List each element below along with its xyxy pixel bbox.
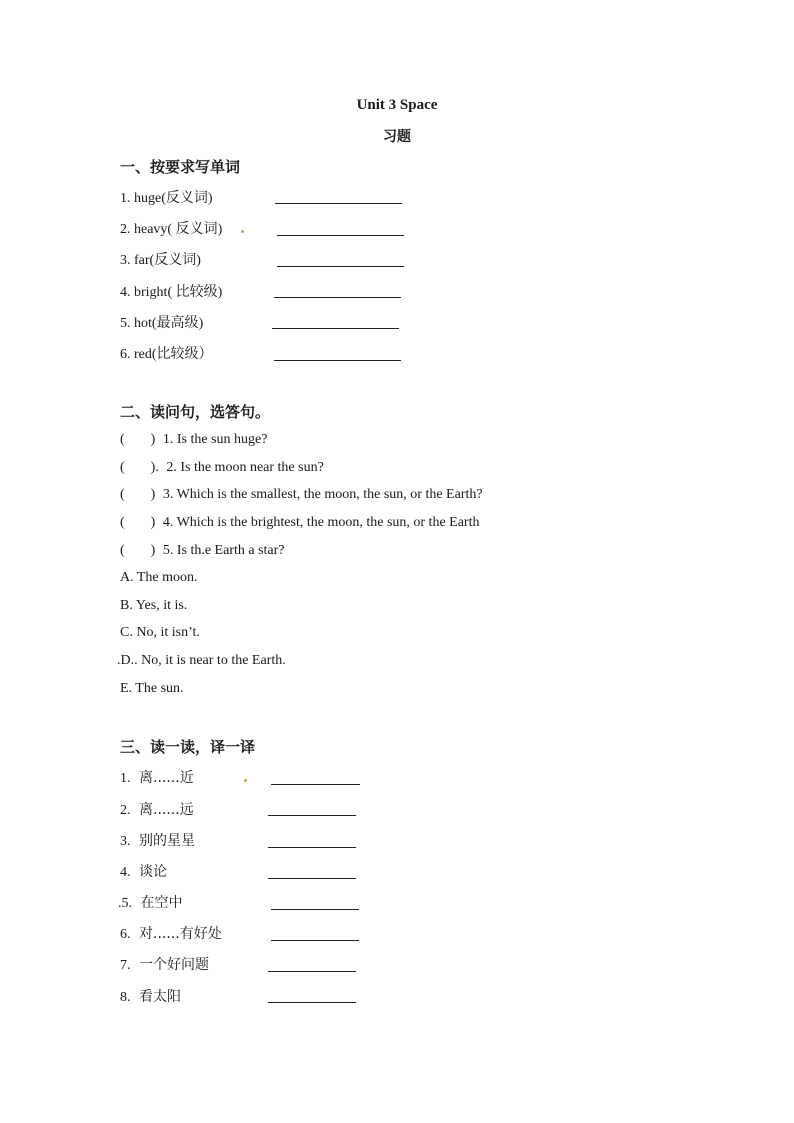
document-subtitle: 习题 — [383, 129, 411, 145]
item-number: 1. — [120, 771, 131, 786]
item-word: red( — [134, 347, 157, 362]
item-text: 看太阳 — [139, 989, 181, 1005]
translate-item-8 — [120, 986, 181, 1006]
item-number: 3. — [120, 834, 131, 849]
item-number: 2. — [120, 803, 131, 818]
item-close: ) — [207, 191, 213, 206]
translate-item-3 — [120, 830, 195, 850]
item-text: 别的星星 — [139, 833, 195, 849]
question-text: 4. Which is the brightest, the moon, the sun, or the Earth — [162, 515, 480, 530]
answer-option-e: E. The sun. — [120, 681, 184, 696]
stray-dot — [244, 779, 247, 782]
answer-paren-close: ) — [150, 515, 156, 530]
section1-item-6 — [120, 343, 213, 363]
item-hint: 最高级 — [156, 315, 199, 331]
question-text: 5. Is th.e Earth a star? — [162, 543, 285, 558]
answer-option-a: A. The moon. — [120, 570, 198, 585]
section1-item-4 — [120, 281, 222, 301]
answer-blank-6[interactable] — [274, 360, 401, 361]
translate-item-4 — [120, 861, 167, 881]
item-word: far( — [134, 253, 155, 268]
item-close: ) — [217, 285, 223, 300]
item-number: 3. — [120, 253, 131, 268]
translate-item-2 — [120, 799, 194, 819]
item-number: .5. — [118, 896, 132, 911]
answer-paren-close: ) — [150, 487, 156, 502]
section2-heading: 二、读问句，选答句。 — [120, 403, 271, 421]
translate-blank-7[interactable] — [268, 971, 356, 972]
item-close: ） — [198, 347, 213, 362]
item-close: ) — [217, 222, 223, 237]
translate-blank-6[interactable] — [271, 940, 359, 941]
item-text: 离......远 — [139, 802, 194, 818]
answer-paren-close: ) — [150, 543, 156, 558]
item-hint: 反义词 — [165, 190, 208, 206]
item-number: 7. — [120, 958, 131, 973]
item-hint: 反义词 — [154, 252, 197, 268]
item-word: hot( — [134, 316, 157, 331]
translate-blank-5[interactable] — [271, 909, 359, 910]
item-text: 谈论 — [139, 864, 167, 880]
item-hint: 比较级 — [175, 284, 218, 300]
item-word: bright( — [134, 285, 176, 300]
item-text: 在空中 — [140, 895, 183, 911]
translate-item-1 — [120, 767, 194, 787]
answer-blank-5[interactable] — [272, 328, 399, 329]
answer-blank-2[interactable] — [277, 235, 404, 236]
answer-paren-open: ( — [120, 432, 125, 447]
question-text: 2. Is the moon near the sun? — [166, 460, 324, 475]
item-number: 1. — [120, 191, 131, 206]
question-row-4 — [120, 515, 479, 531]
answer-paren-open: ( — [120, 543, 125, 558]
translate-blank-2[interactable] — [268, 815, 356, 816]
item-hint: 比较级 — [156, 346, 199, 362]
document-title: Unit 3 Space — [356, 97, 438, 113]
translate-blank-8[interactable] — [268, 1002, 356, 1003]
answer-paren-open: ( — [120, 515, 125, 530]
answer-paren-open: ( — [120, 460, 125, 475]
item-text: 对......有好处 — [139, 926, 222, 942]
section3-heading: 三、读一读，译一译 — [120, 738, 256, 756]
translate-blank-4[interactable] — [268, 878, 356, 879]
item-number: 4. — [120, 865, 131, 880]
question-row-2 — [120, 460, 324, 476]
translate-blank-3[interactable] — [268, 847, 356, 848]
item-close: ) — [196, 253, 201, 268]
item-number: 2. — [120, 222, 131, 237]
item-text: 离......近 — [139, 770, 194, 786]
question-row-5 — [120, 543, 285, 559]
answer-blank-4[interactable] — [274, 297, 401, 298]
item-hint: 反义词 — [175, 221, 218, 237]
translate-item-6 — [120, 923, 222, 943]
item-number: 5. — [120, 316, 131, 331]
item-close: ) — [198, 316, 204, 331]
answer-paren-close: ). — [150, 460, 159, 475]
translate-item-5 — [118, 892, 183, 912]
answer-option-c: C. No, it isn’t. — [120, 625, 200, 640]
answer-blank-3[interactable] — [277, 266, 404, 267]
translate-item-7 — [120, 954, 209, 974]
item-word: heavy( — [134, 222, 176, 237]
item-text: 一个好问题 — [139, 957, 209, 973]
section1-heading: 一、按要求写单词 — [120, 158, 241, 176]
item-number: 8. — [120, 990, 131, 1005]
item-number: 4. — [120, 285, 131, 300]
section1-item-2 — [120, 218, 222, 238]
question-row-1 — [120, 432, 267, 448]
answer-option-d: .D.. No, it is near to the Earth. — [117, 653, 286, 668]
item-number: 6. — [120, 927, 131, 942]
item-word: huge( — [134, 191, 166, 206]
stray-dot — [241, 230, 244, 233]
answer-paren-open: ( — [120, 487, 125, 502]
section1-item-5 — [120, 312, 203, 332]
answer-blank-1[interactable] — [275, 203, 402, 204]
item-number: 6. — [120, 347, 131, 362]
answer-option-b: B. Yes, it is. — [120, 598, 188, 613]
translate-blank-1[interactable] — [271, 784, 360, 785]
question-row-3 — [120, 487, 483, 503]
section1-item-1 — [120, 187, 213, 207]
question-text: 3. Which is the smallest, the moon, the sun, or the Earth? — [162, 487, 483, 502]
answer-paren-close: ) — [150, 432, 156, 447]
question-text: 1. Is the sun huge? — [162, 432, 268, 447]
section1-item-3 — [120, 249, 201, 269]
